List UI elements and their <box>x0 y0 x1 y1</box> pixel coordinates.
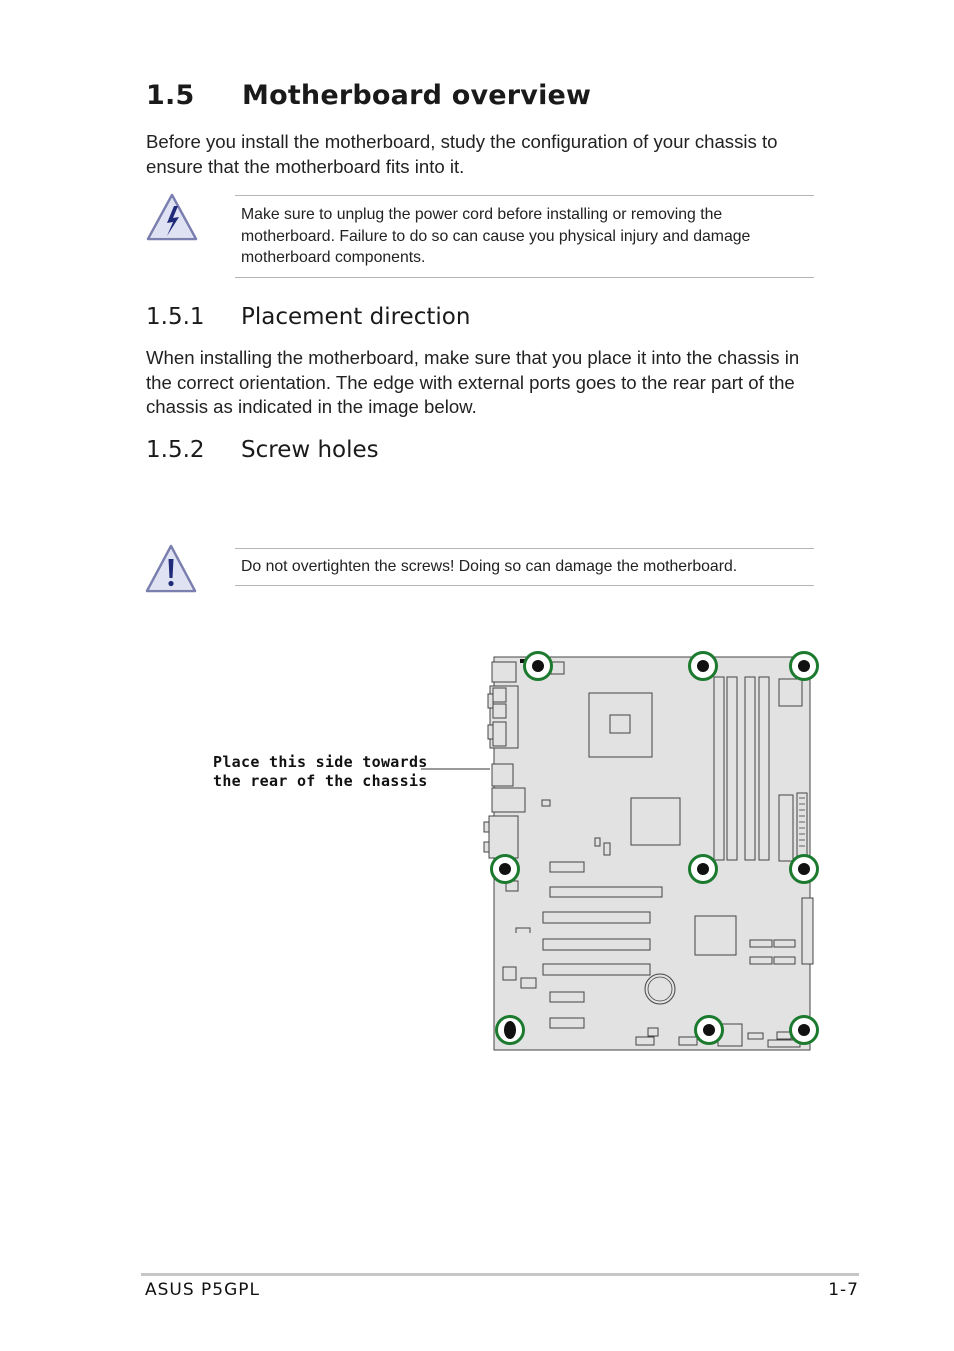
screw-hole-2 <box>690 653 717 680</box>
rear-callout-line2: the rear of the chassis <box>213 772 428 790</box>
caution-note-text: Do not overtighten the screws! Doing so can damage the motherboard. <box>241 558 738 575</box>
northbridge-chip <box>631 798 680 845</box>
screw-hole-8 <box>696 1017 723 1044</box>
section-title-text: Motherboard overview <box>242 80 592 111</box>
southbridge-chip <box>695 916 736 955</box>
warning-note-text: Make sure to unplug the power cord before installing or removing the motherboard. Failure to do so can cause you physical injury and damage motherboard components. <box>241 206 751 267</box>
footer-page-number: 1-7 <box>828 1280 859 1300</box>
screw-hole-1 <box>525 653 552 680</box>
subsection-2-number: 1.5.2 <box>146 437 205 463</box>
subsection-2-title-text: Screw holes <box>241 437 379 463</box>
screw-hole-7 <box>497 1017 524 1044</box>
rear-callout-line1: Place this side towards <box>213 753 428 771</box>
subsection-1-paragraph: When installing the motherboard, make sure that you place it into the chassis in the correct orientation. The edge with external ports goes to the rear part of the chassis as indicated in the image below. <box>146 347 800 417</box>
footer-product: ASUS P5GPL <box>145 1280 261 1300</box>
subsection-1-number: 1.5.1 <box>146 304 205 330</box>
footer-rule <box>141 1273 859 1276</box>
screw-hole-4 <box>492 856 519 883</box>
atx-power-connector <box>779 795 793 861</box>
screw-hole-6 <box>791 856 818 883</box>
screw-hole-3 <box>791 653 818 680</box>
ide-connector <box>802 898 813 964</box>
section-number: 1.5 <box>146 80 195 111</box>
subsection-1-title-text: Placement direction <box>241 304 471 330</box>
cmos-battery <box>645 974 675 1004</box>
intro-paragraph: Before you install the motherboard, study the configuration of your chassis to ensure that the motherboard fits into it. <box>146 131 778 177</box>
screw-hole-9 <box>791 1017 818 1044</box>
screw-hole-5 <box>690 856 717 883</box>
